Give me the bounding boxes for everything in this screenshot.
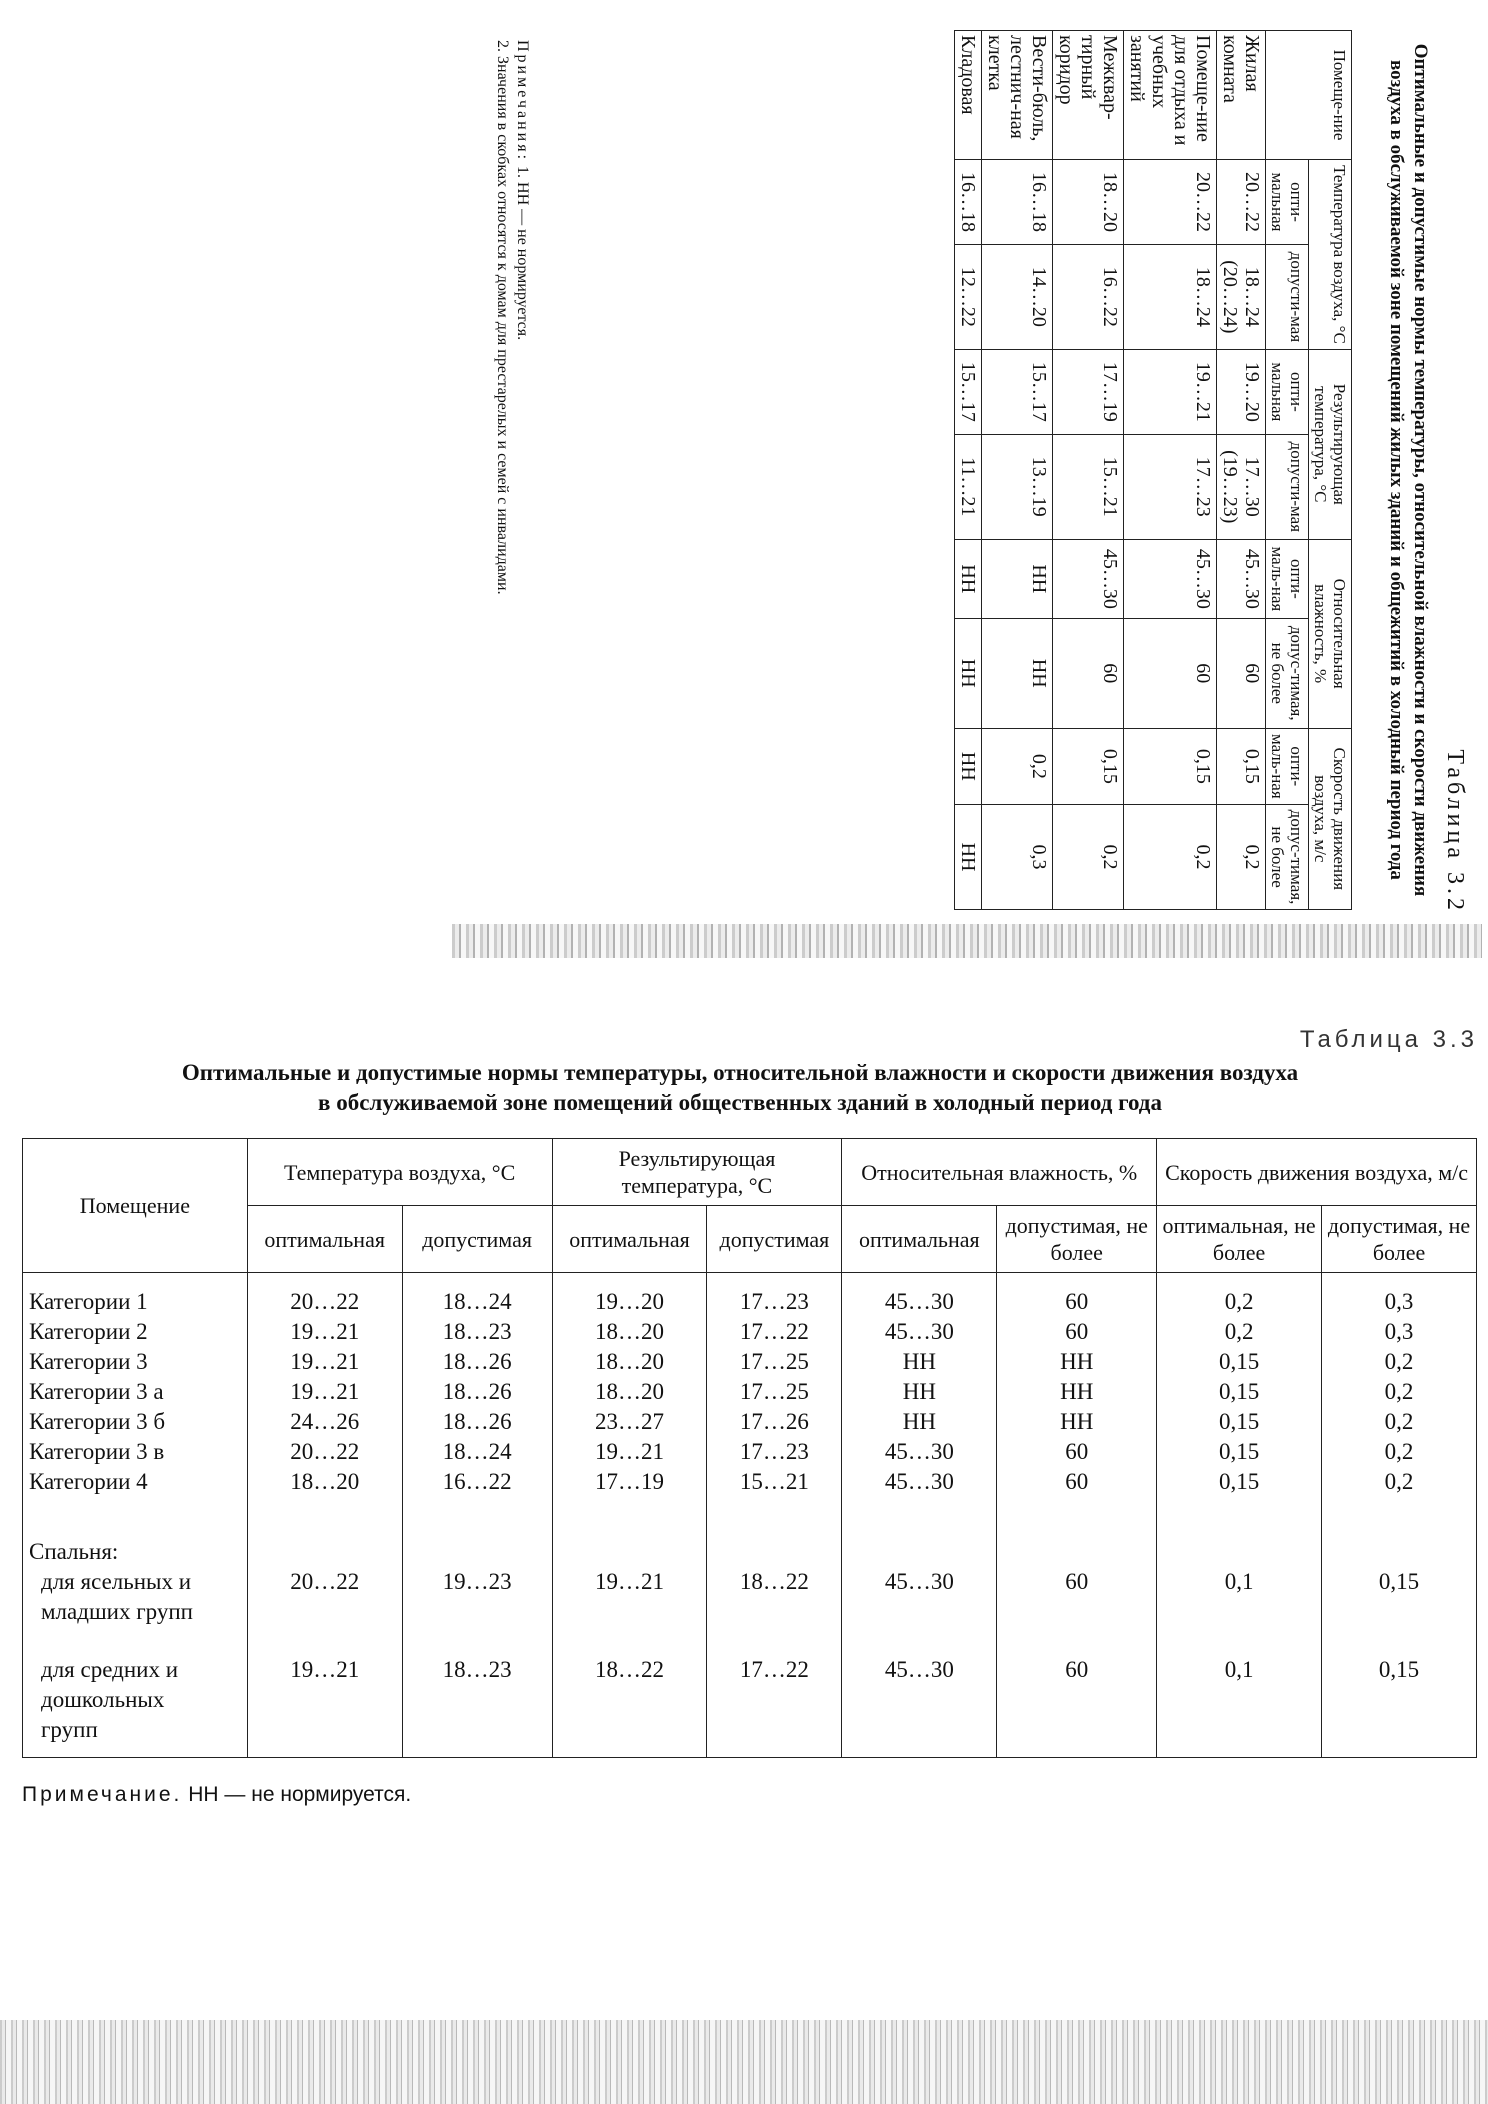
title-line-1: Оптимальные и допустимые нормы температуры, относительной влажности и скорости движения воздуха (181, 1060, 1299, 1085)
cell: 18…20 (552, 1317, 707, 1347)
cell: 0,15 (1322, 1567, 1477, 1627)
cell: 0,15 (1217, 728, 1266, 805)
cell: 17…25 (707, 1377, 842, 1407)
cell: 60 (997, 1467, 1157, 1497)
cell: 60 (997, 1317, 1157, 1347)
cell: 20…22 (247, 1437, 402, 1467)
cell: 0,15 (1157, 1377, 1322, 1407)
row-name: Категории 3 (23, 1347, 248, 1377)
cell: 60 (997, 1567, 1157, 1627)
cell: 0,15 (1157, 1467, 1322, 1497)
cell: 0,15 (1157, 1407, 1322, 1437)
sub-header: опти-мальная (1266, 349, 1309, 434)
bedroom-label: Спальня: (23, 1497, 248, 1567)
cell: 19…21 (552, 1567, 707, 1627)
row-name-line: групп (41, 1717, 98, 1742)
cell: 19…21 (552, 1437, 707, 1467)
row-name (23, 1567, 248, 1627)
sub-header: допус-тимая, не более (1266, 619, 1309, 729)
col-air-speed-header: Скорость движения воздуха, м/с (1309, 728, 1352, 909)
row-name-line: младших групп (41, 1599, 193, 1624)
table-row (1053, 31, 1124, 910)
row-name-line: для средних и (41, 1657, 179, 1682)
sub-header: допусти-мая (1266, 244, 1309, 349)
cell: 60 (997, 1437, 1157, 1467)
table-row (23, 1567, 1477, 1627)
table-row (23, 1437, 1477, 1467)
table-row (23, 1497, 1477, 1567)
title-line-2: в обслуживаемой зоне помещений общественных зданий в холодный период года (318, 1090, 1162, 1115)
sub-header: допустимая, не более (997, 1206, 1157, 1273)
sub-header: опти-маль-ная (1266, 728, 1309, 805)
cell: 20…22 (1124, 160, 1217, 245)
table-row (1217, 31, 1266, 910)
note-text: НН — не нормируется. (188, 1783, 412, 1806)
scan-artifact-strip (452, 924, 1482, 958)
cell: 17…23 (1124, 434, 1217, 539)
row-name: Межквар-тирный коридор (1053, 31, 1124, 160)
cell: 18…20 (1053, 160, 1124, 245)
cell: 0,2 (1053, 805, 1124, 910)
table-3-2-rotated-block (452, 20, 1472, 920)
row-name: Категории 1 (23, 1273, 248, 1318)
cell: 0,3 (1322, 1273, 1477, 1318)
cell: 15…17 (955, 349, 982, 434)
cell: 0,2 (1322, 1407, 1477, 1437)
table-3-3 (22, 1138, 1477, 1758)
cell: 0,15 (1053, 728, 1124, 805)
table-row (1124, 31, 1217, 910)
cell: 0,15 (1322, 1627, 1477, 1758)
cell: 18…26 (402, 1407, 552, 1437)
cell: НН (955, 619, 982, 729)
cell: 18…24 (1124, 244, 1217, 349)
cell: 18…26 (402, 1347, 552, 1377)
table-3-2 (954, 30, 1352, 910)
cell: 17…19 (552, 1467, 707, 1497)
cell: НН (842, 1347, 997, 1377)
cell: 18…20 (247, 1467, 402, 1497)
cell: 19…20 (552, 1273, 707, 1318)
cell: НН (997, 1377, 1157, 1407)
cell: 18…20 (552, 1377, 707, 1407)
col-result-temp-header: Результирующая температура, °С (552, 1139, 842, 1206)
row-name-line: дошкольных (41, 1687, 165, 1712)
row-name: Вести-бюль, лестнич-ная клетка (982, 31, 1053, 160)
cell: 45…30 (1217, 539, 1266, 618)
cell: 17…25 (707, 1347, 842, 1377)
cell: 17…22 (707, 1317, 842, 1347)
cell: 45…30 (842, 1437, 997, 1467)
cell: НН (997, 1407, 1157, 1437)
cell: НН (842, 1377, 997, 1407)
cell: 60 (1124, 619, 1217, 729)
row-name: Жилая комната (1217, 31, 1266, 160)
cell: 0,2 (1124, 805, 1217, 910)
notes-label: Примечания: (514, 40, 531, 163)
cell: НН (955, 539, 982, 618)
cell: 15…21 (707, 1467, 842, 1497)
note-2: 2. Значения в скобках относятся к домам для престарелых и семей с инвалидами. (494, 40, 511, 595)
table-3-3-caption: Таблица 3.3 (1299, 1026, 1478, 1053)
cell: 19…21 (1124, 349, 1217, 434)
note-label: Примечание. (22, 1783, 183, 1806)
col-humidity-header: Относительная влажность, % (842, 1139, 1157, 1206)
table-row (955, 31, 982, 910)
cell: 0,2 (1217, 805, 1266, 910)
sub-header: оптимальная, не более (1157, 1206, 1322, 1273)
cell: 45…30 (842, 1273, 997, 1318)
table-row (23, 1627, 1477, 1758)
cell: 45…30 (842, 1467, 997, 1497)
col-humidity-header: Относительная влажность, % (1309, 539, 1352, 728)
cell: 16…18 (982, 160, 1053, 245)
cell: 18…26 (402, 1377, 552, 1407)
cell: 45…30 (1053, 539, 1124, 618)
col-air-speed-header: Скорость движения воздуха, м/с (1157, 1139, 1477, 1206)
cell: НН (997, 1347, 1157, 1377)
cell: 60 (1053, 619, 1124, 729)
cell: 13…19 (982, 434, 1053, 539)
cell: НН (955, 805, 982, 910)
cell: 0,3 (1322, 1317, 1477, 1347)
cell: 19…23 (402, 1567, 552, 1627)
row-name: Категории 3 а (23, 1377, 248, 1407)
sub-header: допусти-мая (1266, 434, 1309, 539)
cell: НН (842, 1407, 997, 1437)
cell: 0,15 (1124, 728, 1217, 805)
col-air-temp-header: Температура воздуха, °С (1309, 160, 1352, 350)
cell: 0,2 (1322, 1347, 1477, 1377)
table-row (23, 1273, 1477, 1318)
table-row (23, 1377, 1477, 1407)
cell: НН (955, 728, 982, 805)
row-name-line: для ясельных и (41, 1569, 192, 1594)
col-air-temp-header: Температура воздуха, °С (247, 1139, 552, 1206)
cell: 20…22 (247, 1273, 402, 1318)
row-name: Помеще-ние для отдыха и учебных занятий (1124, 31, 1217, 160)
cell: 17…22 (707, 1627, 842, 1758)
cell: 24…26 (247, 1407, 402, 1437)
scan-artifact-bottom (0, 2020, 1488, 2104)
cell: 18…24 (20…24) (1217, 244, 1266, 349)
cell: 16…18 (955, 160, 982, 245)
row-name: Категории 3 в (23, 1437, 248, 1467)
col-room-header: Помеще-ние (1266, 31, 1352, 160)
cell: НН (982, 539, 1053, 618)
cell: 16…22 (1053, 244, 1124, 349)
cell: 19…20 (1217, 349, 1266, 434)
table-3-2-title: Оптимальные и допустимые нормы температуры, относительной влажности и скорости движения воздуха в обслуживаемой зоне помещений жилых зданий и общежитий в холодный период года (1386, 43, 1431, 897)
cell: 0,3 (982, 805, 1053, 910)
cell: 60 (1217, 619, 1266, 729)
cell: 0,15 (1157, 1437, 1322, 1467)
cell: 15…17 (982, 349, 1053, 434)
row-name: Категории 4 (23, 1467, 248, 1497)
table-3-2-caption: Таблица 3.2 (1442, 749, 1468, 914)
cell: 19…21 (247, 1347, 402, 1377)
cell: 60 (997, 1273, 1157, 1318)
cell: 14…20 (982, 244, 1053, 349)
cell: 19…21 (247, 1377, 402, 1407)
cell: 0,2 (1157, 1317, 1322, 1347)
sub-header: оптимальная (842, 1206, 997, 1273)
cell: 20…22 (1217, 160, 1266, 245)
table-3-3-note (22, 1783, 411, 1807)
cell: 23…27 (552, 1407, 707, 1437)
table-3-3-title (60, 1058, 1420, 1118)
cell: 0,15 (1157, 1347, 1322, 1377)
col-result-temp-header: Результирующая температура, °С (1309, 349, 1352, 539)
cell: 16…22 (402, 1467, 552, 1497)
sub-header: допустимая, не более (1322, 1206, 1477, 1273)
table-row (23, 1347, 1477, 1377)
cell: 45…30 (1124, 539, 1217, 618)
cell: 12…22 (955, 244, 982, 349)
row-name: Категории 2 (23, 1317, 248, 1347)
cell: 17…23 (707, 1437, 842, 1467)
cell: 18…23 (402, 1627, 552, 1758)
cell: 18…20 (552, 1347, 707, 1377)
cell: 11…21 (955, 434, 982, 539)
sub-header: допустимая (402, 1206, 552, 1273)
cell: 18…22 (707, 1567, 842, 1627)
table-row (23, 1467, 1477, 1497)
cell: 17…19 (1053, 349, 1124, 434)
cell: НН (982, 619, 1053, 729)
cell: 0,1 (1157, 1567, 1322, 1627)
cell: 18…24 (402, 1437, 552, 1467)
cell: 17…30 (19…23) (1217, 434, 1266, 539)
cell: 0,1 (1157, 1627, 1322, 1758)
row-name: Кладовая (955, 31, 982, 160)
cell: 0,2 (1157, 1273, 1322, 1318)
cell: 19…21 (247, 1317, 402, 1347)
cell: 19…21 (247, 1627, 402, 1758)
sub-header: опти-маль-ная (1266, 539, 1309, 618)
table-3-2-notes (492, 40, 532, 920)
cell: 45…30 (842, 1317, 997, 1347)
sub-header: допустимая (707, 1206, 842, 1273)
cell: 17…23 (707, 1273, 842, 1318)
sub-header: опти-мальная (1266, 160, 1309, 245)
cell: 0,2 (982, 728, 1053, 805)
cell: 0,2 (1322, 1467, 1477, 1497)
cell: 45…30 (842, 1567, 997, 1627)
cell: 18…22 (552, 1627, 707, 1758)
row-name: Категории 3 б (23, 1407, 248, 1437)
cell: 0,2 (1322, 1437, 1477, 1467)
col-room-header: Помещение (23, 1139, 248, 1273)
cell: 15…21 (1053, 434, 1124, 539)
cell: 17…26 (707, 1407, 842, 1437)
sub-header: оптимальная (247, 1206, 402, 1273)
cell: 45…30 (842, 1627, 997, 1758)
cell: 18…23 (402, 1317, 552, 1347)
row-name (23, 1627, 248, 1758)
cell: 0,2 (1322, 1377, 1477, 1407)
table-row (982, 31, 1053, 910)
cell: 60 (997, 1627, 1157, 1758)
sub-header: оптимальная (552, 1206, 707, 1273)
note-1: 1. НН — не нормируется. (514, 166, 531, 341)
cell: 18…24 (402, 1273, 552, 1318)
sub-header: допус-тимая, не более (1266, 805, 1309, 910)
table-row (23, 1407, 1477, 1437)
cell: 20…22 (247, 1567, 402, 1627)
table-row (23, 1317, 1477, 1347)
